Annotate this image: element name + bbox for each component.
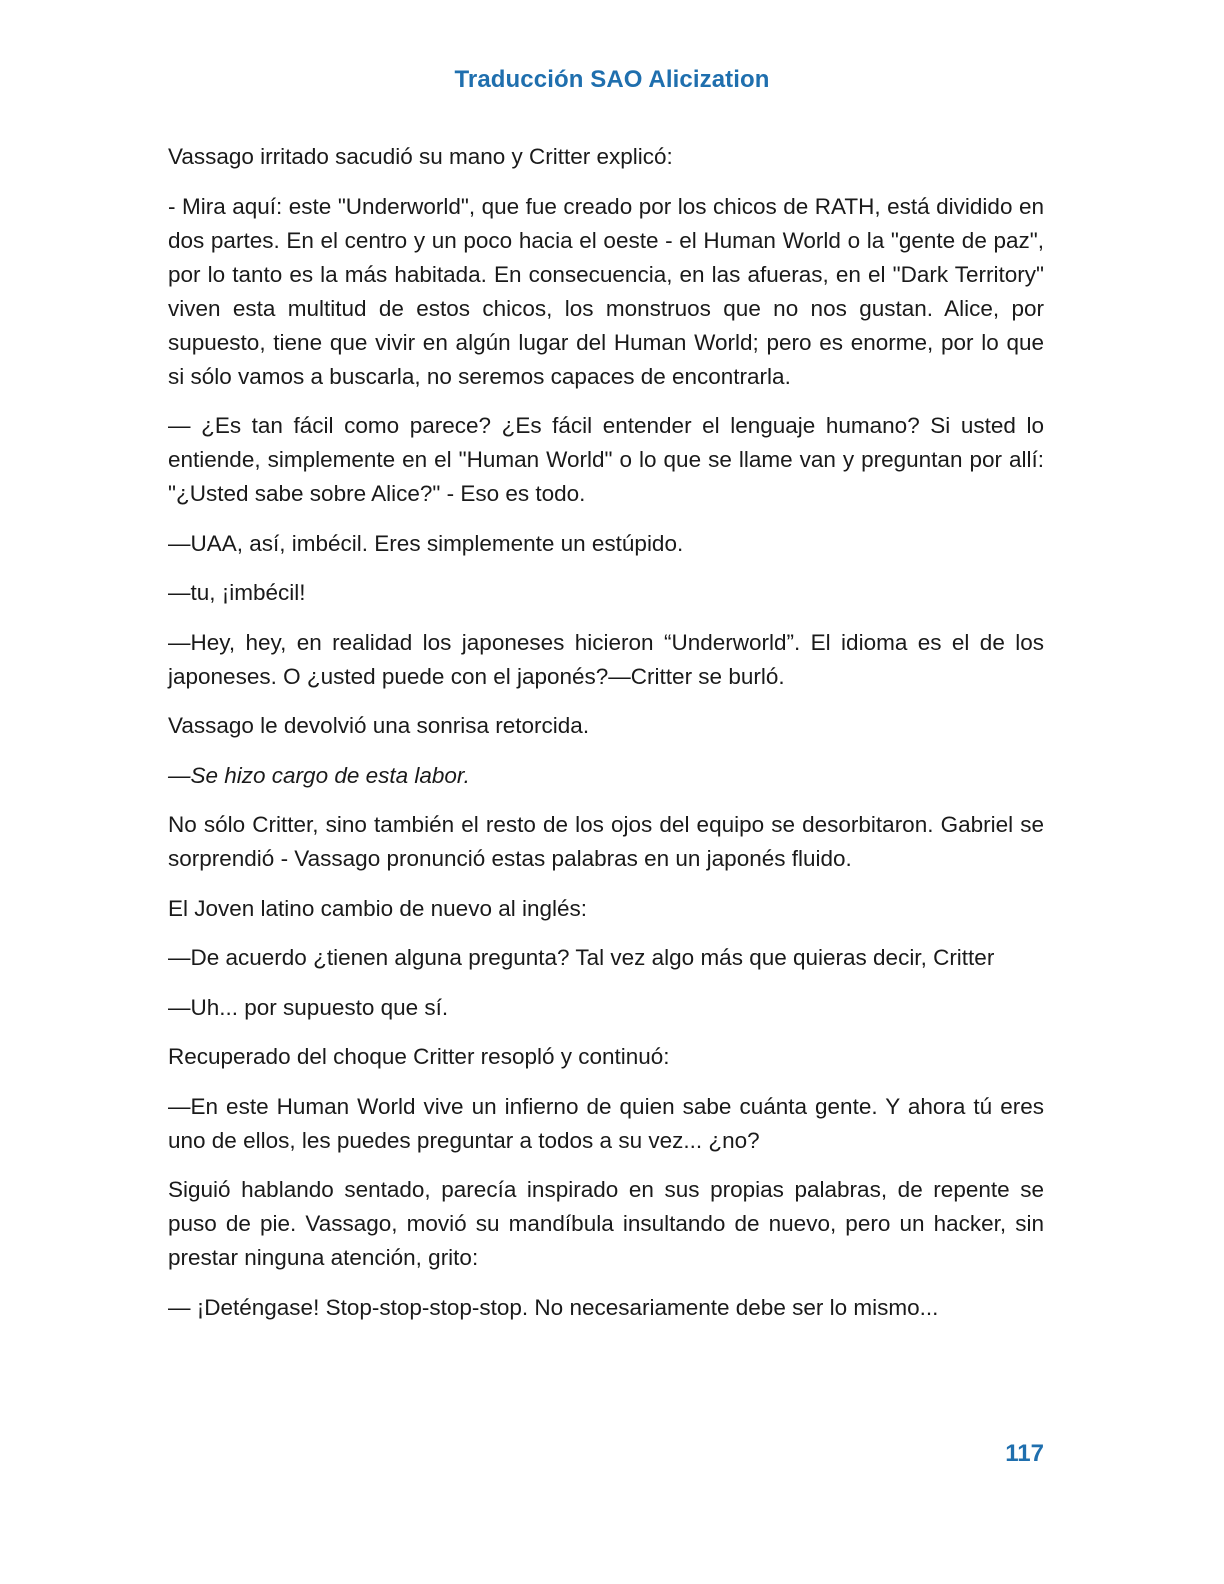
paragraph: — ¿Es tan fácil como parece? ¿Es fácil entender el lenguaje humano? Si usted lo entiende, simplemente en el "Human World" o lo que se llame van y preguntan por allí: "¿Usted sabe sobre Alice?" - Eso es todo. bbox=[168, 413, 1044, 506]
paragraph: No sólo Critter, sino también el resto de los ojos del equipo se desorbitaron. Gabriel se sorprendió - Vassago pronunció estas palabras en un japonés fluido. bbox=[168, 812, 1044, 871]
paragraph: —De acuerdo ¿tienen alguna pregunta? Tal vez algo más que quieras decir, Critter bbox=[168, 945, 995, 970]
paragraph: Recuperado del choque Critter resopló y continuó: bbox=[168, 1044, 670, 1069]
paragraph: — ¡Deténgase! Stop-stop-stop-stop. No necesariamente debe ser lo mismo... bbox=[168, 1294, 939, 1320]
paragraph: —Uh... por supuesto que sí. bbox=[168, 994, 449, 1020]
body-text bbox=[168, 140, 1044, 1340]
paragraph: - Mira aquí: este "Underworld", que fue creado por los chicos de RATH, está dividido en dos partes. En el centro y un poco hacia el oeste - el Human World o la "gente de paz", por lo tanto es la más habitada. En consecuencia, en las afueras, en el "Dark Territory" viven esta multitud de estos chicos, los monstruos que no nos gustan. Alice, por supuesto, tiene que vivir en algún lugar del Human World; pero es enorme, por lo que si sólo vamos a buscarla, no seremos capaces de encontrarla. bbox=[168, 193, 1044, 389]
paragraph: —UAA, así, imbécil. Eres simplemente un estúpido. bbox=[168, 530, 684, 556]
paragraph: —tu, ¡imbécil! bbox=[168, 580, 306, 605]
paragraph: Siguió hablando sentado, parecía inspirado en sus propias palabras, de repente se puso de pie. Vassago, movió su mandíbula insultando de nuevo, pero un hacker, sin prestar ninguna atención, grito: bbox=[168, 1177, 1044, 1270]
page-header-title: Traducción SAO Alicization bbox=[454, 66, 770, 93]
paragraph-italic: —Se hizo cargo de esta labor. bbox=[168, 762, 470, 788]
page-number: 117 bbox=[1005, 1440, 1044, 1467]
paragraph: Vassago irritado sacudió su mano y Critter explicó: bbox=[168, 144, 673, 169]
paragraph: —En este Human World vive un infierno de quien sabe cuánta gente. Y ahora tú eres uno de ellos, les puedes preguntar a todos a su vez... ¿no? bbox=[168, 1093, 1044, 1153]
paragraph: El Joven latino cambio de nuevo al inglés: bbox=[168, 895, 588, 921]
paragraph: Vassago le devolvió una sonrisa retorcida. bbox=[168, 713, 590, 738]
paragraph: —Hey, hey, en realidad los japoneses hicieron “Underworld”. El idioma es el de los japoneses. O ¿usted puede con el japonés?—Critter se burló. bbox=[168, 629, 1044, 689]
